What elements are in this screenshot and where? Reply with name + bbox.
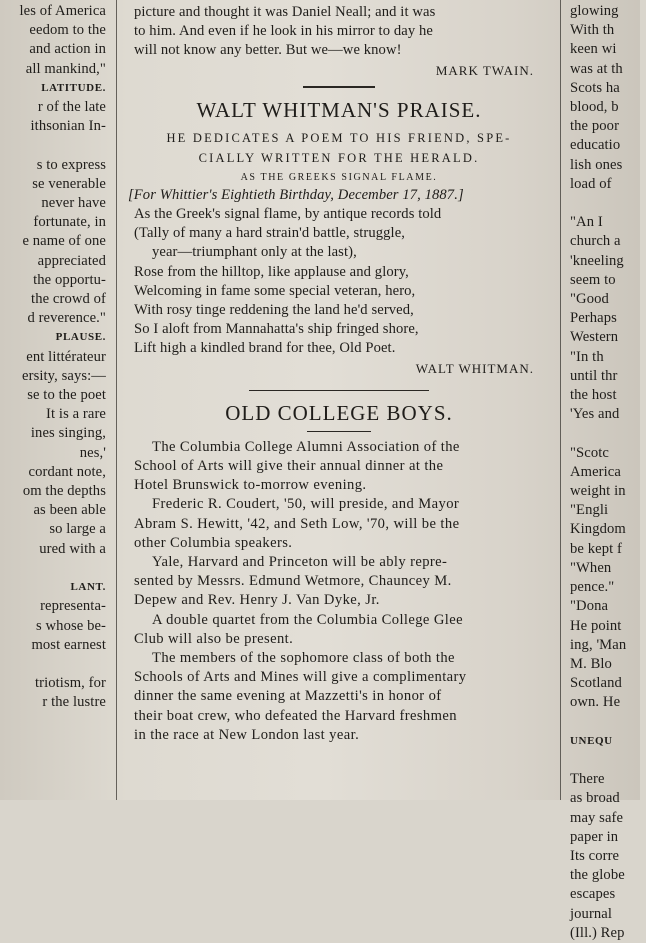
text-line [566, 194, 646, 213]
text-line: LATITUDE. [41, 81, 106, 94]
text-line: dinner the same evening at Mazzetti's in honor of [134, 688, 442, 705]
text-line: seem to [570, 271, 616, 288]
text-line: 'kneeling [570, 252, 624, 269]
text-line: Frederic R. Coudert, '50, will preside, and Mayor [152, 496, 460, 513]
text-line: most earnest [31, 636, 106, 653]
text-line: their boat crew, who defeated the Harvard freshmen [134, 707, 457, 724]
text-line: ing, 'Man [570, 636, 627, 653]
section-divider [307, 431, 371, 432]
text-line: other Columbia speakers. [134, 534, 293, 551]
college-heading: OLD COLLEGE BOYS. [225, 400, 453, 425]
text-line: Western [570, 329, 619, 346]
text-line: blood, b [570, 99, 619, 116]
text-line: Scotland [570, 675, 622, 692]
text-line [0, 559, 112, 578]
text-line: He point [570, 617, 622, 634]
text-line: in the race at New London last year. [134, 726, 360, 743]
column-rule-right [560, 0, 561, 800]
text-line: "In th [570, 348, 604, 365]
text-line: Depew and Rev. Henry J. Van Dyke, Jr. [134, 592, 380, 609]
left-column [0, 0, 112, 800]
text-line: Scots ha [570, 79, 620, 96]
text-line: "An I [570, 214, 603, 231]
text-line: "Dona [570, 598, 609, 615]
text-line: never have [41, 195, 106, 212]
text-line: r the lustre [42, 694, 106, 711]
text-line: will not know any better. But we—we know! [134, 42, 402, 59]
text-line: picture and thought it was Daniel Neall; and it was [134, 4, 436, 20]
text-line: may safe [570, 809, 624, 826]
section-divider [249, 390, 429, 391]
text-line: The members of the sophomore class of both the [152, 650, 455, 667]
text-line: 'Yes and [570, 406, 620, 423]
text-line: cordant note, [28, 463, 106, 480]
text-line: M. Blo [570, 655, 612, 672]
whitman-subheading: CIALLY WRITTEN FOR THE HERALD. [198, 150, 480, 165]
text-line: nes,' [79, 444, 106, 461]
text-line: load of [570, 175, 612, 192]
poem-dedication: [For Whittier's Eightieth Birthday, December 17, 1887.] [128, 186, 464, 203]
text-line: Kingdom [570, 521, 626, 538]
text-line: triotism, for [34, 675, 106, 692]
text-line: Welcoming in fame some special veteran, hero, [134, 282, 416, 299]
text-line: Perhaps [570, 310, 617, 327]
text-line: As the Greek's signal flame, by antique records told [134, 206, 442, 223]
text-line: se to the poet [27, 387, 106, 404]
text-line: weight in [570, 483, 626, 500]
text-line: until thr [570, 367, 618, 384]
text-line: Club will also be present. [134, 630, 294, 647]
text-line: church a [570, 233, 621, 250]
text-line: keen wi [570, 41, 617, 58]
text-line [566, 424, 646, 443]
text-line: glowing [570, 3, 619, 19]
text-line: s whose be- [36, 617, 106, 634]
text-line: and action in [29, 41, 106, 58]
whitman-signature: WALT WHITMAN. [415, 360, 534, 376]
text-line: to him. And even if he look in his mirror to day he [134, 23, 433, 40]
text-line: d reverence." [27, 310, 106, 327]
text-line: journal [570, 905, 613, 922]
text-line: pence." [570, 579, 615, 596]
text-line: paper in [570, 828, 619, 845]
text-line: year—triumphant only at the last), [152, 244, 357, 261]
text-line: se venerable [32, 175, 106, 192]
text-line: educatio [570, 137, 621, 154]
college-article [124, 438, 554, 745]
text-line [0, 136, 112, 155]
text-line: om the depths [22, 483, 106, 500]
text-line [0, 655, 112, 674]
text-line: UNEQU [570, 734, 613, 747]
text-line: eedom to the [29, 22, 106, 39]
text-line: Lift high a kindled brand for thee, Old Poet. [134, 340, 396, 357]
text-line: (Ill.) Rep [570, 924, 625, 941]
poem-body [124, 205, 554, 359]
poem-title: AS THE GREEKS SIGNAL FLAME. [240, 171, 438, 183]
text-line: The Columbia College Alumni Association of the [152, 438, 460, 455]
text-line: so large a [49, 521, 106, 538]
whitman-heading: WALT WHITMAN'S PRAISE. [196, 97, 482, 122]
text-line: the globe [570, 867, 625, 884]
text-line: ines singing, [30, 425, 106, 442]
text-line: So I aloft from Mannahatta's ship fringed shore, [134, 321, 419, 338]
text-line: Rose from the hilltop, like applause and glory, [134, 263, 409, 280]
text-line: Schools of Arts and Mines will give a complimentary [134, 669, 467, 686]
text-line: Abram S. Hewitt, '42, and Seth Low, '70, will be the [134, 515, 460, 532]
text-line: LANT. [70, 581, 106, 594]
text-line: r of the late [37, 99, 106, 116]
text-line: Hotel Brunswick to-morrow evening. [134, 477, 367, 494]
text-line: sented by Messrs. Edmund Wetmore, Chauncey M. [134, 573, 452, 590]
whitman-subheading: HE DEDICATES A POEM TO HIS FRIEND, SPE- [166, 130, 512, 145]
text-line: representa- [40, 598, 106, 615]
text-line: as broad [570, 790, 620, 807]
middle-column [124, 0, 554, 800]
text-line: appreciated [37, 252, 106, 269]
text-line: e name of one [22, 233, 106, 250]
text-line: the host [570, 387, 617, 404]
text-line: ithsonian In- [30, 118, 106, 135]
text-line: the poor [570, 118, 620, 135]
text-line: as been able [33, 502, 106, 519]
text-line: ured with a [39, 540, 106, 557]
text-line: There [570, 771, 605, 788]
text-line: own. He [570, 694, 621, 711]
text-line [566, 713, 646, 732]
text-line: the opportu- [33, 271, 106, 288]
text-line: les of America [19, 3, 106, 19]
text-line: It is a rare [46, 406, 106, 423]
text-line: A double quartet from the Columbia College Glee [152, 611, 464, 628]
text-line: With rosy tinge reddening the land he'd served, [134, 302, 414, 319]
right-column [566, 0, 646, 941]
text-line [566, 751, 646, 770]
column-rule-left [116, 0, 117, 800]
text-line: ent littérateur [26, 348, 106, 365]
text-line: was at th [570, 60, 623, 77]
text-line: s to express [36, 156, 106, 173]
text-line: "Engli [570, 502, 609, 519]
text-line: (Tally of many a hard strain'd battle, struggle, [134, 225, 406, 242]
text-line: School of Arts will give their annual dinner at the [134, 458, 444, 475]
text-line: fortunate, in [33, 214, 106, 231]
section-divider [303, 86, 375, 88]
text-line: Its corre [570, 847, 620, 864]
text-line: America [570, 463, 621, 480]
text-line: Yale, Harvard and Princeton will be ably repre- [152, 554, 448, 571]
text-line: ersity, says:— [22, 367, 106, 384]
text-line: be kept f [570, 540, 622, 557]
text-line: the crowd of [31, 291, 106, 308]
text-line: PLAUSE. [55, 331, 106, 344]
text-line: "When [570, 559, 612, 576]
twain-signature: MARK TWAIN. [435, 62, 534, 78]
text-line: "Good [570, 291, 609, 308]
text-line: With th [570, 22, 615, 39]
text-line: all mankind," [25, 60, 106, 77]
text-line: lish ones [570, 156, 623, 173]
text-line: escapes [570, 886, 616, 903]
text-line: "Scotc [570, 444, 609, 461]
